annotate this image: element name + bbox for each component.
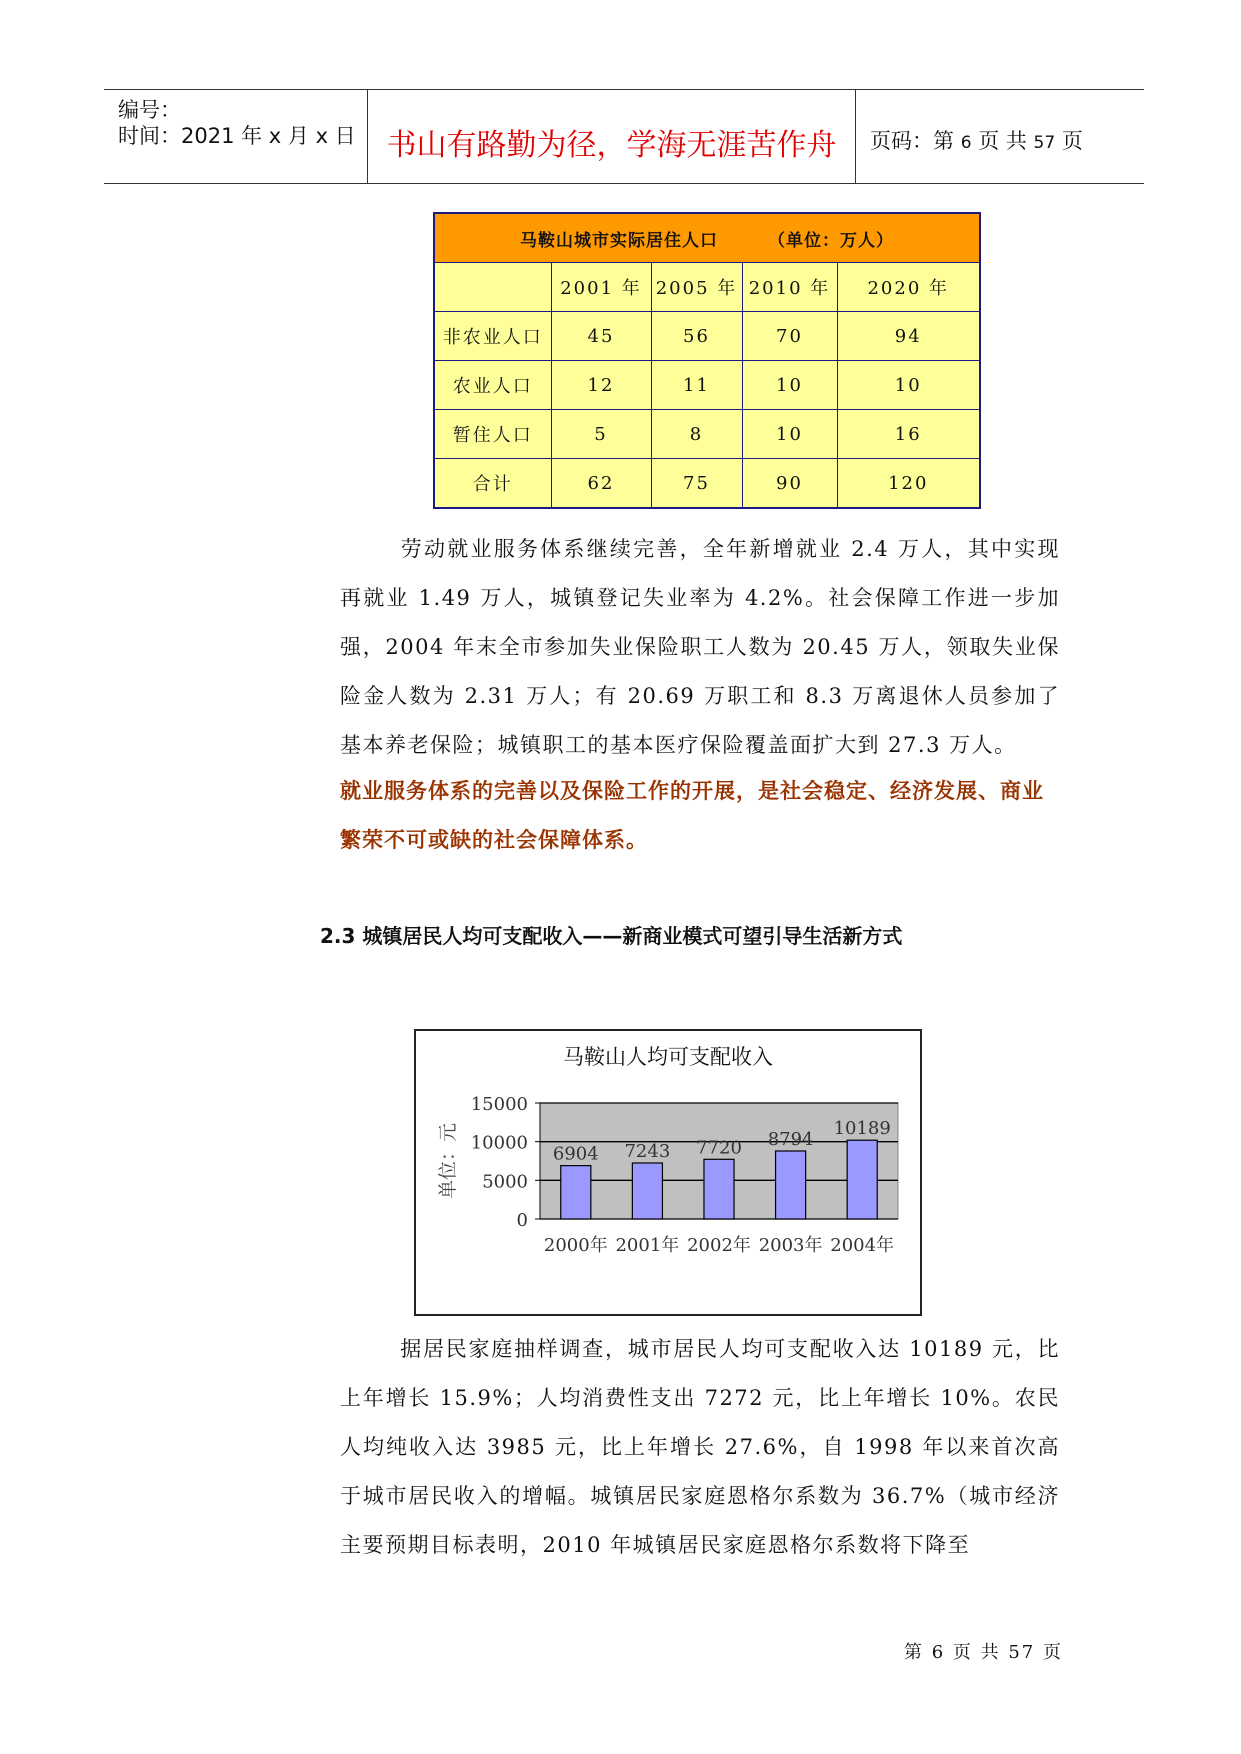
y-tick-label: 0 [516,1210,528,1231]
table-header-cell: 2005 年 [651,263,742,312]
table-unit: （单位：万人） [768,230,894,251]
header-motto: 书山有路勤为径，学海无涯苦作舟 [386,128,837,163]
bar-data-label: 10189 [833,1118,891,1140]
y-axis-label: 单位：元 [437,1122,459,1200]
page-mid: 页 共 [971,129,1034,153]
header-right-cell [856,90,1144,183]
page-prefix: 页码：第 [870,129,961,153]
table-row-label: 暂住人口 [434,410,551,459]
table-cell: 10 [742,410,837,459]
table-caption-row [434,213,980,263]
x-tick-label: 2003年 [758,1235,823,1256]
table-cell: 11 [651,361,742,410]
x-tick-label: 2004年 [830,1235,895,1256]
bar [632,1163,662,1219]
page-header [104,89,1144,184]
section-heading: 2.3 城镇居民人均可支配收入——新商业模式可望引导生活新方式 [320,924,903,948]
table-row [434,361,980,410]
table-header-cell: 2010 年 [742,263,837,312]
y-tick-label: 5000 [482,1171,528,1193]
table-cell: 56 [651,312,742,361]
table-cell: 120 [837,459,980,509]
table-caption [434,213,980,263]
x-tick-label: 2000年 [543,1235,608,1256]
table-header-cell: 2020 年 [837,263,980,312]
table-header-row [434,263,980,312]
table-cell: 10 [742,361,837,410]
highlight-statement: 就业服务体系的完善以及保险工作的开展，是社会稳定、经济发展、商业繁荣不可或缺的社会保障体系。 [340,779,1044,852]
page-current: 6 [960,133,972,153]
bar-data-label: 6904 [552,1143,599,1165]
table-cell: 8 [651,410,742,459]
paragraph-text: 据居民家庭抽样调查，城市居民人均可支配收入达 10189 元，比上年增长 15.9%；人均消费性支出 7272 元，比上年增长 10%。农民人均纯收入达 3985 元，比上年增长 27.6%，自 1998 年以来首次高于城市居民收入的增幅。城镇居民家庭恩格尔系数为 36.7%（城市经济主要预期目标表明，2010 年城镇居民家庭恩格尔系数将下降至 [340,1337,1060,1557]
table-row-label: 合计 [434,459,551,509]
number-label: 编号： [118,98,181,122]
paragraph-text: 劳动就业服务体系继续完善，全年新增就业 2.4 万人，其中实现再就业 1.49 万人，城镇登记失业率为 4.2%。社会保障工作进一步加强，2004 年末全市参加失业保险职工人数为 20.45 万人，领取失业保险金人数为 2.31 万人；有 20.69 万职工和 8.3 万离退休人员参加了基本养老保险；城镇职工的基本医疗保险覆盖面扩大到 27.3 万人。 [340,537,1060,757]
table-cell: 94 [837,312,980,361]
page-suffix: 页 [1055,129,1083,153]
chart-title: 马鞍山人均可支配收入 [563,1045,773,1069]
table-cell: 5 [551,410,651,459]
y-ticks [471,1094,540,1231]
bar-data-label: 7720 [696,1137,742,1159]
table-cell: 70 [742,312,837,361]
x-tick-label: 2001年 [615,1235,680,1256]
x-ticks [544,1234,894,1256]
table-row [434,312,980,361]
page-total: 57 [1033,133,1056,153]
paragraph-income [340,1325,1060,1570]
table-row-label: 农业人口 [434,361,551,410]
bar [704,1159,734,1219]
bar [776,1151,806,1219]
table-header-cell: 2001 年 [551,263,651,312]
income-chart-svg [416,1031,920,1314]
table-cell: 16 [837,410,980,459]
header-left-cell [104,90,368,183]
table-row [434,410,980,459]
table-title: 马鞍山城市实际居住人口 [520,230,718,251]
population-table [433,212,981,509]
table-cell: 12 [551,361,651,410]
table-cell: 45 [551,312,651,361]
table-row-label: 非农业人口 [434,312,551,361]
y-tick-label: 15000 [470,1094,528,1115]
page-indicator [870,125,1083,155]
table-row [434,459,980,509]
header-center-cell [368,90,856,183]
paragraph-employment [340,525,1060,770]
bar-data-label: 7243 [624,1140,671,1162]
bar [561,1166,591,1219]
x-tick-label: 2002年 [687,1235,751,1256]
page-footer: 第 6 页 共 57 页 [904,1642,1063,1663]
table-header-cell [434,263,551,312]
time-label: 时间：2021 年 x 月 x 日 [118,124,356,148]
table-cell: 75 [651,459,742,509]
y-tick-label: 10000 [470,1132,528,1154]
bar-data-label: 8794 [767,1128,814,1150]
table-cell: 90 [742,459,837,509]
income-chart [414,1029,922,1316]
bar [847,1140,877,1219]
table-cell: 62 [551,459,651,509]
table-cell: 10 [837,361,980,410]
